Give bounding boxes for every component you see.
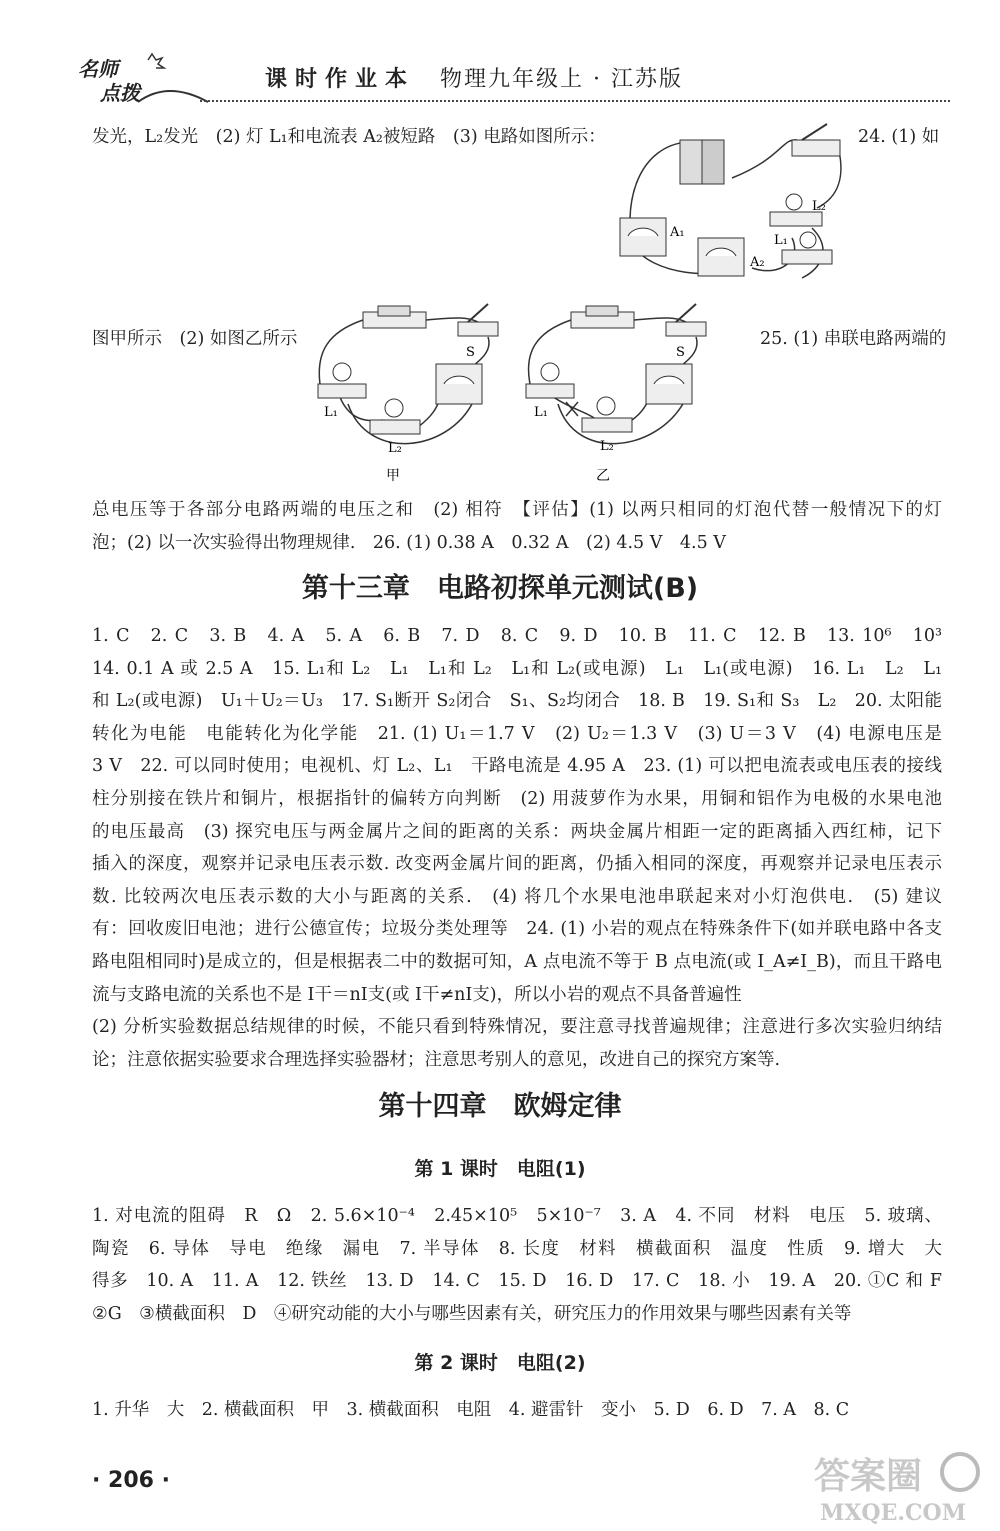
answer-line: 图甲所示 (2) 如图乙所示 [92, 329, 298, 349]
switch-icon [666, 304, 706, 336]
text-line: ②G ③横截面积 D ④研究动能的大小与哪些因素有关，研究压力的作用效果与哪些因素有关等 [92, 1303, 852, 1324]
circuit-figure-yi [516, 292, 726, 488]
text-line: 柱分别接在铁片和铜片，根据指针的偏转方向判断 (2) 用菠萝作为水果，用铜和铝作为电极的水果电池 [92, 788, 942, 809]
text-line: 插入的深度，观察并记录电压表示数. 改变两金属片间的距离，仍插入相同的深度，再观察并记录电压表示 [92, 854, 942, 875]
label-l1: L₁ [774, 233, 788, 248]
label-s: S [466, 345, 475, 360]
watermark [810, 1448, 980, 1526]
answer-line: 发光，L₂发光 (2) 灯 L₁和电流表 A₂被短路 (3) 电路如图所示： [92, 127, 606, 147]
chapter-14-title: 第十四章 欧姆定律 [378, 1091, 622, 1122]
label-l2: L₂ [388, 441, 402, 456]
label-l1: L₁ [324, 405, 338, 420]
lesson-2-answers [92, 1394, 942, 1427]
voltmeter-icon [646, 364, 692, 404]
bulb-l2-icon [370, 399, 420, 434]
text-line: 转化为电能 电能转化为化学能 21. (1) U₁＝1.7 V (2) U₂＝1.3 V (3) U＝3 V (4) 电源电压是 [92, 723, 942, 744]
label-a1: A₁ [670, 225, 685, 240]
label-l2: L₂ [812, 199, 826, 214]
text-line: 3 V 22. 可以同时使用；电视机、灯 L₂、L₁ 干路电流是 4.95 A 23. (1) 可以把电流表或电压表的接线 [92, 756, 942, 777]
circuit-figure-1 [612, 118, 850, 290]
answer-line: 25. (1) 串联电路两端的 [760, 329, 947, 349]
chapter-13-title: 第十三章 电路初探单元测试(B) [301, 573, 699, 604]
lesson-2-title: 第 2 课时 电阻(2) [414, 1352, 586, 1374]
battery-icon [363, 306, 426, 328]
answer-line: 24. (1) 如 [858, 127, 940, 147]
page-header [60, 40, 950, 105]
series-title: 课时作业本 [265, 67, 416, 92]
answer-paragraph [92, 494, 942, 559]
text-line: 和 L₂(或电源) U₁＋U₂＝U₃ 17. S₁断开 S₂闭合 S₁、S₂均闭合 18. B 19. S₁和 S₃ L₂ 20. 太阳能 [92, 691, 942, 712]
label-s: S [676, 345, 685, 360]
page-number: · 206 · [92, 1468, 170, 1493]
lesson-1-title: 第 1 课时 电阻(1) [414, 1158, 586, 1180]
figure-caption: 乙 [596, 468, 610, 484]
book-title: 物理九年级上 · 江苏版 [440, 67, 683, 92]
text-line: 数. 比较两次电压表示数的大小与距离的关系. (4) 将几个水果电池串联起来对小灯泡供电. (5) 建议 [92, 886, 942, 907]
ammeter-a2-icon [698, 238, 744, 276]
bulb-l1-icon [782, 232, 832, 264]
svg-text:名师: 名师 [78, 57, 118, 81]
header-divider [200, 100, 950, 102]
label-l1: L₁ [534, 405, 548, 420]
text-line: 1. 升华 大 2. 横截面积 甲 3. 横截面积 电阻 4. 避雷针 变小 5. D 6. D 7. A 8. C [92, 1400, 850, 1420]
battery-icon [680, 140, 724, 184]
text-line: 14. 0.1 A 或 2.5 A 15. L₁和 L₂ L₁ L₁和 L₂ L₁和 L₂(或电源) L₁ L₁(或电源) 16. L₁ L₂ L₁ [92, 658, 942, 679]
text-line: 有：回收废旧电池；进行公德宣传；垃圾分类处理等 24. (1) 小岩的观点在特殊条件下(如并联电路中各支 [92, 919, 942, 940]
switch-icon [792, 124, 840, 156]
logo [78, 50, 228, 106]
text-line: 路电阻相同时)是成立的，但是根据表二中的数据可知，A 点电流不等于 B 点电流(或 I_A≠I_B)，而且干路电 [92, 951, 942, 972]
label-l2: L₂ [600, 439, 614, 454]
text-line: 总电压等于各部分电路两端的电压之和 (2) 相符 【评估】(1) 以两只相同的灯泡代替一般情况下的灯 [92, 500, 942, 520]
bulb-l1-icon [526, 363, 574, 398]
svg-text:点拨: 点拨 [100, 81, 140, 105]
text-line: (2) 分析实验数据总结规律的时候，不能只看到特殊情况，要注意寻找普遍规律；注意进行多次实验归纳结 [92, 1017, 942, 1038]
text-line: 论；注意依据实验要求合理选择实验器材；注意思考别人的意见，改进自己的探究方案等. [92, 1049, 781, 1070]
figure-caption: 甲 [386, 468, 400, 484]
text-line: 得多 10. A 11. A 12. 铁丝 13. D 14. C 15. D 16. D 17. C 18. 小 19. A 20. ①C 和 F [92, 1271, 942, 1292]
lesson-1-answers [92, 1200, 942, 1330]
ammeter-a1-icon [620, 218, 666, 256]
text-line: 流与支路电流的关系也不是 I干＝nI支(或 I干≠nI支)，所以小岩的观点不具备普遍性 [92, 984, 742, 1005]
text-line: 的电压最高 (3) 探究电压与两金属片之间的距离的关系：两块金属片相距一定的距离插入西红柿，记下 [92, 821, 942, 842]
voltmeter-icon [436, 364, 482, 404]
bulb-l1-icon [318, 363, 366, 398]
switch-icon [458, 304, 498, 336]
circuit-figure-jia [308, 292, 518, 488]
text-line: 泡；(2) 以一次实验得出物理规律. 26. (1) 0.38 A 0.32 A (2) 4.5 V 4.5 V [92, 532, 726, 553]
text-line: 1. C 2. C 3. B 4. A 5. A 6. B 7. D 8. C 9. D 10. B 11. C 12. B 13. 10⁶ 10³ [92, 626, 942, 646]
watermark-cn: 答案圈 [814, 1455, 923, 1497]
battery-icon [571, 306, 634, 328]
chapter-13-answers [92, 620, 942, 1076]
watermark-en: MXQE.COM [820, 1500, 967, 1526]
text-line: 1. 对电流的阻碍 R Ω 2. 5.6×10⁻⁴ 2.45×10⁵ 5×10⁻⁷ 3. A 4. 不同 材料 电压 5. 玻璃、 [92, 1206, 942, 1226]
text-line: 陶瓷 6. 导体 导电 绝缘 漏电 7. 半导体 8. 长度 材料 横截面积 温度 性质 9. 增大 大 [92, 1238, 942, 1259]
label-a2: A₂ [750, 255, 765, 270]
